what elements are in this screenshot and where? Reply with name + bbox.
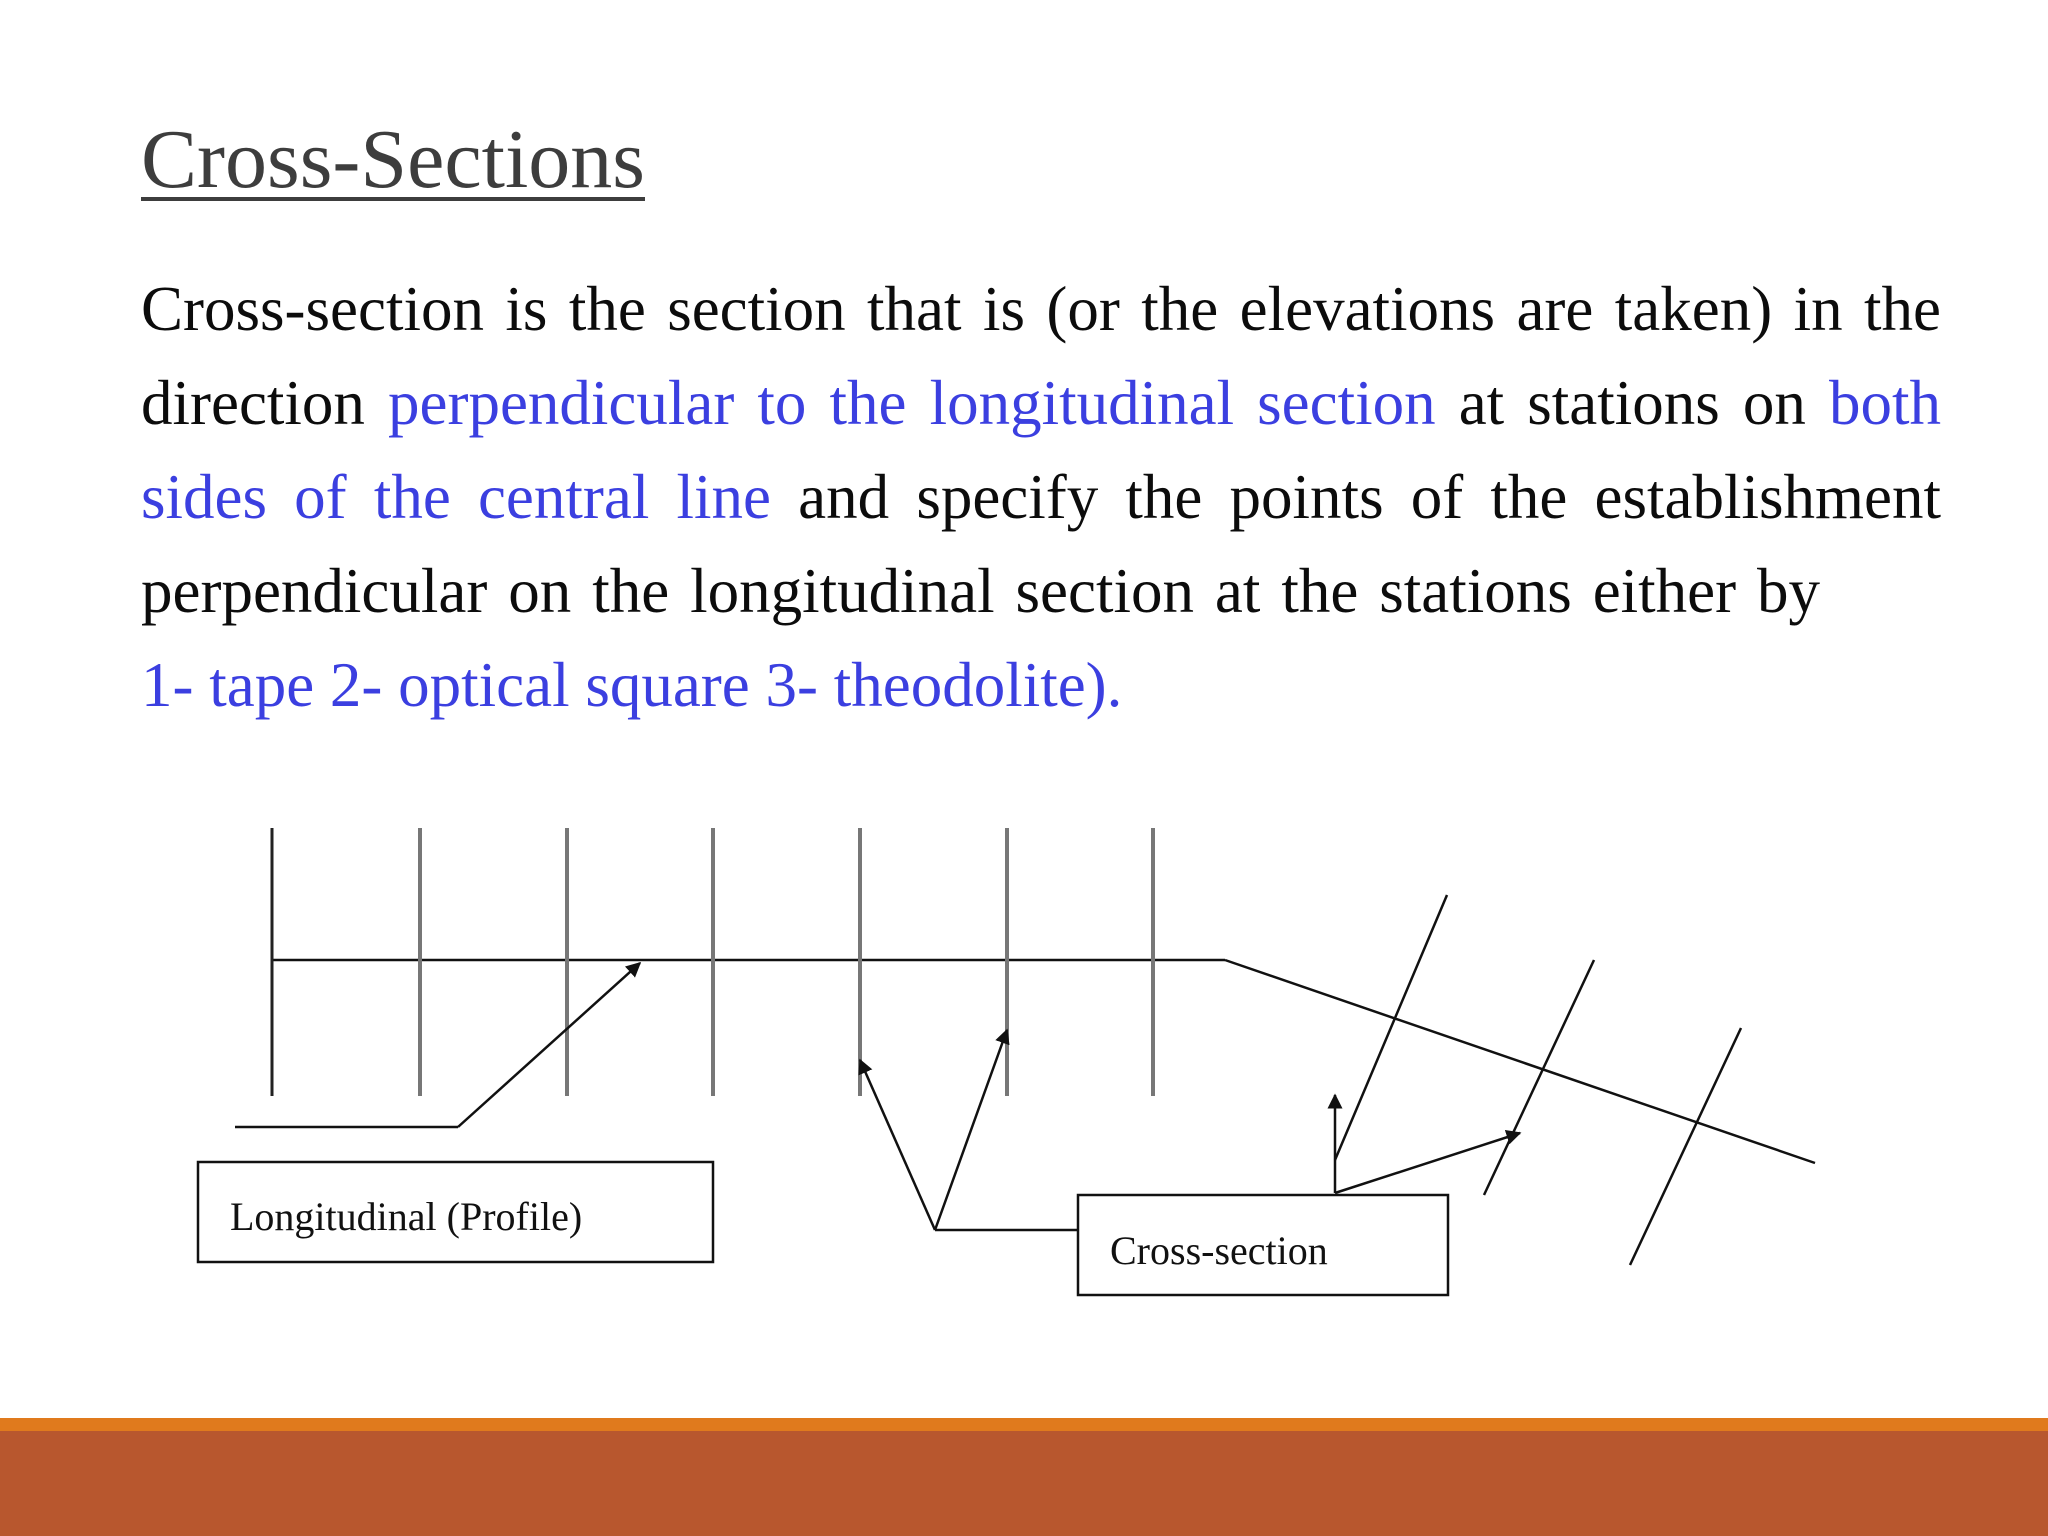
highlight-methods: 1- tape 2- optical square 3- theodolite). [141,650,1123,720]
footer-accent-line [0,1418,2048,1431]
slanted-station-line [1484,960,1594,1195]
longitudinal-arrow [458,963,640,1127]
highlight-both-sides: both sides of the central line [141,368,1941,532]
body-text-segment: and specify the points of the establishment perpendicular on the longitudinal section at the stations either by [141,462,1941,626]
footer-band [0,1431,2048,1536]
slanted-station-line [1335,895,1447,1160]
body-text-segment: at stations on [1435,368,1829,438]
longitudinal-label: Longitudinal (Profile) [230,1194,583,1239]
body-paragraph [141,262,1941,732]
body-text-segment: Cross-section is the section that is (or the elevations are taken) in the direction [141,274,1941,438]
slide-title: Cross-Sections [141,113,645,206]
cross-section-arrow [1335,1133,1520,1193]
highlight-perpendicular: perpendicular to the longitudinal section [388,368,1436,438]
cross-section-arrow [935,1030,1007,1230]
slanted-station-line [1630,1028,1741,1265]
cross-section-diagram [0,760,2048,1320]
cross-section-arrow [860,1060,935,1230]
cross-section-label: Cross-section [1110,1228,1328,1273]
